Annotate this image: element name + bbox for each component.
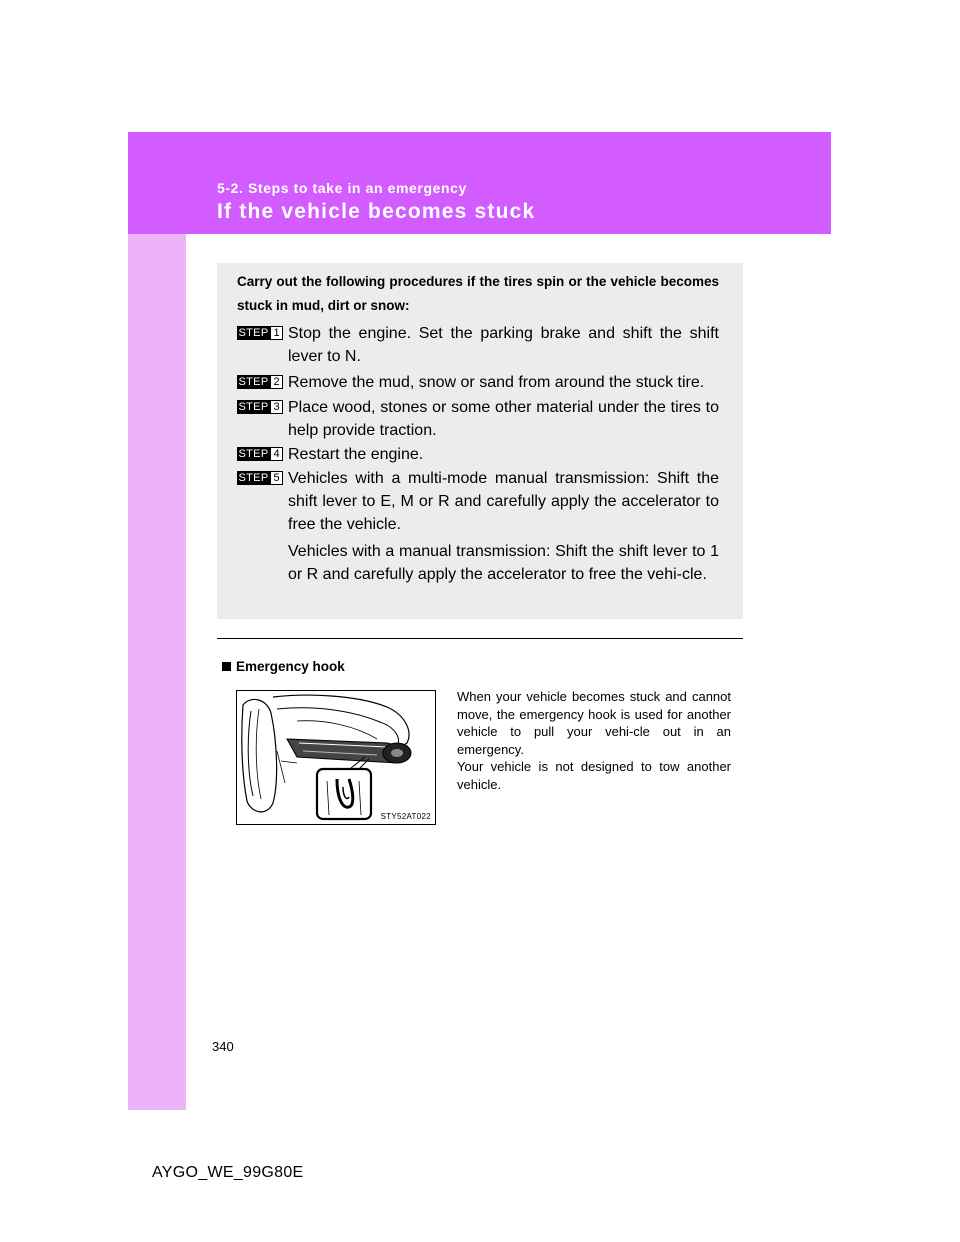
step-text: Vehicles with a multi-mode manual transmission: Shift the shift lever to E, M or R and carefully apply the accelerator to free the vehicle. [288, 470, 719, 533]
step-number: 2 [270, 375, 283, 389]
procedure-intro: Carry out the following procedures if the tires spin or the vehicle becomes stuck in mud, dirt or snow: [237, 274, 719, 313]
step-badge [237, 471, 283, 485]
step-word: STEP [238, 376, 269, 388]
hook-description-text: When your vehicle becomes stuck and cannot move, the emergency hook is used for another vehicle to pull your vehi-cle out in an emergency. [457, 689, 731, 757]
side-tab [128, 132, 186, 1110]
step-text: Restart the engine. [288, 446, 424, 463]
page-number: 340 [212, 1039, 234, 1054]
figure-code: STY52AT022 [380, 812, 431, 821]
step-word: STEP [238, 448, 269, 460]
step-word: STEP [238, 401, 269, 413]
step-word: STEP [238, 327, 269, 339]
step-word: STEP [238, 472, 269, 484]
step-badge [237, 400, 283, 414]
emergency-hook-illustration [236, 690, 436, 825]
section-label: 5-2. Steps to take in an emergency [217, 180, 467, 196]
step-text: Place wood, stones or some other material under the tires to help provide traction. [288, 399, 719, 439]
step-badge [237, 375, 283, 389]
step-badge [237, 326, 283, 340]
hook-heading [222, 659, 345, 674]
step-number: 5 [270, 471, 283, 485]
step-text: Stop the engine. Set the parking brake and shift the shift lever to N. [288, 325, 719, 365]
step-text: Remove the mud, snow or sand from around the stuck tire. [288, 374, 705, 391]
hook-heading-text: Emergency hook [236, 659, 345, 674]
hook-note-text: Your vehicle is not designed to tow another vehicle. [457, 759, 731, 792]
step-text-manual: Vehicles with a manual transmission: Shift the shift lever to 1 or R and carefully apply the accelerator to free the vehi-cle. [288, 543, 719, 583]
document-code: AYGO_WE_99G80E [152, 1164, 304, 1181]
page-title: If the vehicle becomes stuck [217, 200, 536, 223]
step-number: 4 [270, 447, 283, 461]
step-number: 3 [270, 400, 283, 414]
hook-description [457, 688, 731, 793]
step-number: 1 [270, 326, 283, 340]
step-badge [237, 447, 283, 461]
bullet-square-icon [222, 662, 231, 671]
section-divider [217, 638, 743, 639]
